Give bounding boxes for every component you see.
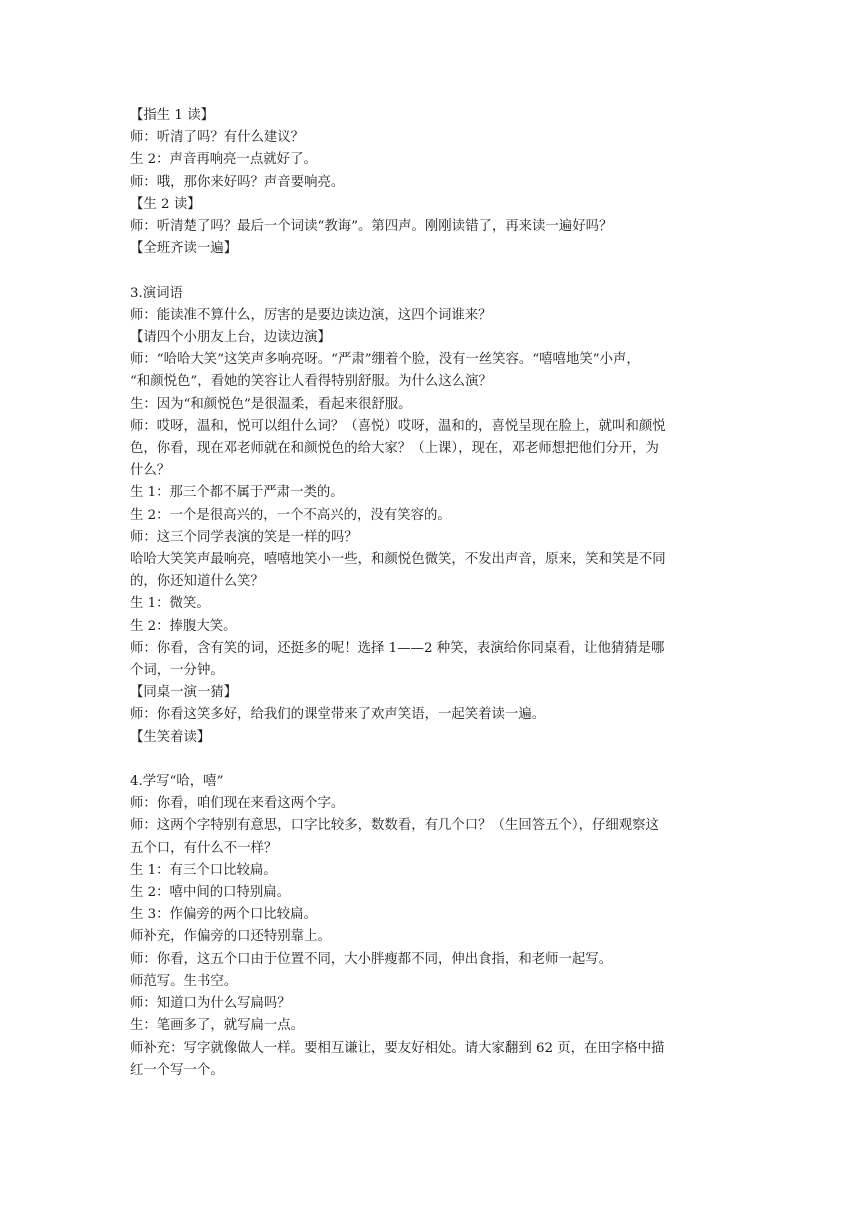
text-line: 生 2：捧腹大笑。 <box>130 618 237 634</box>
section-writing <box>130 771 730 1082</box>
text-line: 师补充：写字就像做人一样。要相互谦让，要友好相处。请大家翻到 62 页，在田字格中描 <box>130 1040 665 1056</box>
section-heading: 4.学写“哈，嘻” <box>130 774 224 790</box>
text-line: 师：你看，这五个口由于位置不同，大小胖瘦都不同，伸出食指，和老师一起写。 <box>130 951 613 967</box>
text-line: 师：你看，咱们现在来看这两个字。 <box>130 796 345 812</box>
text-line: 师：“哈哈大笑”这笑声多响亮呀。“严肃”绷着个脸，没有一丝笑容。“嘻嘻地笑”小声， <box>130 352 640 368</box>
text-line: 【同桌一演一猜】 <box>130 685 238 701</box>
section-reading <box>130 105 730 260</box>
lesson-transcript <box>130 105 730 1082</box>
text-line: 【生笑着读】 <box>130 729 211 745</box>
text-line: 五个口，有什么不一样？ <box>130 840 278 856</box>
text-line: 师范写。生书空。 <box>130 973 238 989</box>
text-line: 生 1：微笑。 <box>130 596 210 612</box>
text-line: 生 2：声音再响亮一点就好了。 <box>130 152 317 168</box>
text-line: 【全班齐读一遍】 <box>130 241 238 257</box>
text-line: 师：知道口为什么写扁吗？ <box>130 996 291 1012</box>
text-line: 哈哈大笑笑声最响亮，嘻嘻地笑小一些，和颜悦色微笑，不发出声音，原来，笑和笑是不同 <box>130 552 666 568</box>
text-line: 的，你还知道什么笑？ <box>130 574 264 590</box>
text-line: 师：你看，含有笑的词，还挺多的呢！选择 1——2 种笑，表演给你同桌看，让他猜猜是哪 <box>130 640 665 656</box>
text-line: 生 2：嘻中间的口特别扁。 <box>130 885 291 901</box>
paragraph-gap <box>130 749 730 771</box>
text-line: 师：听清了吗？有什么建议？ <box>130 130 305 146</box>
text-line: 师：哦，那你来好吗？声音要响亮。 <box>130 174 345 190</box>
text-line: 生 3：作偏旁的两个口比较扁。 <box>130 907 317 923</box>
text-line: 【生 2 读】 <box>130 196 201 212</box>
paragraph-gap <box>130 260 730 282</box>
text-line: “和颜悦色”，看她的笑容让人看得特别舒服。为什么这么演？ <box>130 374 492 390</box>
text-line: 师：这两个字特别有意思，口字比较多，数数看，有几个口？（生回答五个），仔细观察这 <box>130 818 659 834</box>
text-line: 什么？ <box>130 463 171 479</box>
text-line: 色，你看，现在邓老师就在和颜悦色的给大家？（上课），现在，邓老师想把他们分开，为 <box>130 441 659 457</box>
text-line: 生 1：那三个都不属于严肃一类的。 <box>130 485 344 501</box>
text-line: 【请四个小朋友上台，边读边演】 <box>130 330 331 346</box>
text-line: 生 2：一个是很高兴的，一个不高兴的，没有笑容的。 <box>130 507 451 523</box>
text-line: 师：听清楚了吗？最后一个词读“教诲”。第四声。刚刚读错了，再来读一遍好吗？ <box>130 219 613 235</box>
text-line: 个词，一分钟。 <box>130 663 224 679</box>
text-line: 生：笔画多了，就写扁一点。 <box>130 1018 305 1034</box>
text-line: 师：哎呀，温和，悦可以组什么词？（喜悦）哎呀，温和的，喜悦呈现在脸上，就叫和颜悦 <box>130 418 666 434</box>
text-line: 生：因为“和颜悦色”是很温柔，看起来很舒服。 <box>130 396 412 412</box>
text-line: 师：能读准不算什么，厉害的是要边读边演，这四个词谁来？ <box>130 307 492 323</box>
text-line: 师：你看这笑多好，给我们的课堂带来了欢声笑语，一起笑着读一遍。 <box>130 707 546 723</box>
text-line: 师：这三个同学表演的笑是一样的吗？ <box>130 529 358 545</box>
text-line: 生 1：有三个口比较扁。 <box>130 862 277 878</box>
section-act-words <box>130 283 730 749</box>
text-line: 红一个写一个。 <box>130 1062 224 1078</box>
section-heading: 3.演词语 <box>130 285 183 301</box>
text-line: 师补充，作偏旁的口还特别靠上。 <box>130 929 331 945</box>
text-line: 【指生 1 读】 <box>130 108 214 123</box>
